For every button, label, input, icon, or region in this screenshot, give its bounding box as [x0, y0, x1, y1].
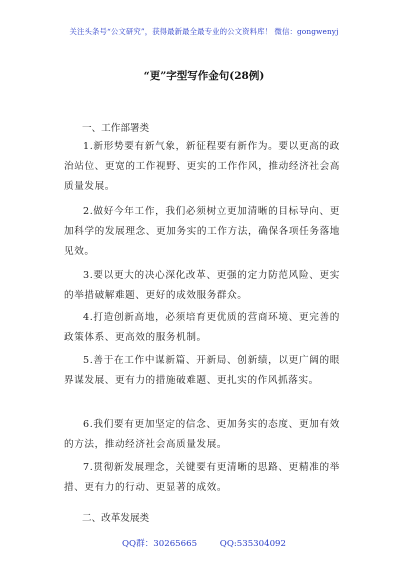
paragraph-5: 5.善于在工作中谋新篇、开新局、创新绩，以更广阔的眼界谋发展、更有力的措施破难题、更扎实的作风抓落实。 [64, 355, 340, 386]
paragraph-2: 2.做好今年工作，我们必须树立更加清晰的目标导向、更加科学的发展理念、更加务实的工作方法，确保各项任务落地见效。 [64, 206, 340, 257]
paragraph-7: 7.贯彻新发展理念，关键要有更清晰的思路、更精准的举措、更有力的行动、更显著的成效。 [64, 462, 340, 493]
paragraph-6: 6.我们要有更加坚定的信念、更加务实的态度、更加有效的方法，推动经济社会高质量发展。 [64, 419, 340, 450]
document-title: “更”字型写作金句(28例) [143, 70, 265, 82]
section-heading-work: 一、工作部署类 [82, 123, 150, 134]
footer-qq-number: QQ:535304092 [219, 539, 286, 549]
paragraph-4: 4.打造创新高地，必须培育更优质的营商环境、更完善的政策体系、更高效的服务机制。 [64, 312, 340, 343]
paragraph-1: 1.新形势要有新气象，新征程要有新作为。要以更高的政治站位、更宽的工作视野、更实的工作作风，推动经济社会高质量发展。 [64, 141, 340, 192]
section-heading-reform: 二、改革发展类 [82, 513, 150, 524]
header-note: 关注头条号“公文研究”，获得最新最全最专业的公文资料库！ 微信：gongwenyj [69, 27, 339, 36]
footer-contact [0, 537, 408, 549]
footer-qq-group: QQ群：30265665 [122, 539, 198, 549]
paragraph-3: 3.要以更大的决心深化改革、更强的定力防范风险、更实的举措破解难题、更好的成效服务群众。 [64, 270, 340, 301]
